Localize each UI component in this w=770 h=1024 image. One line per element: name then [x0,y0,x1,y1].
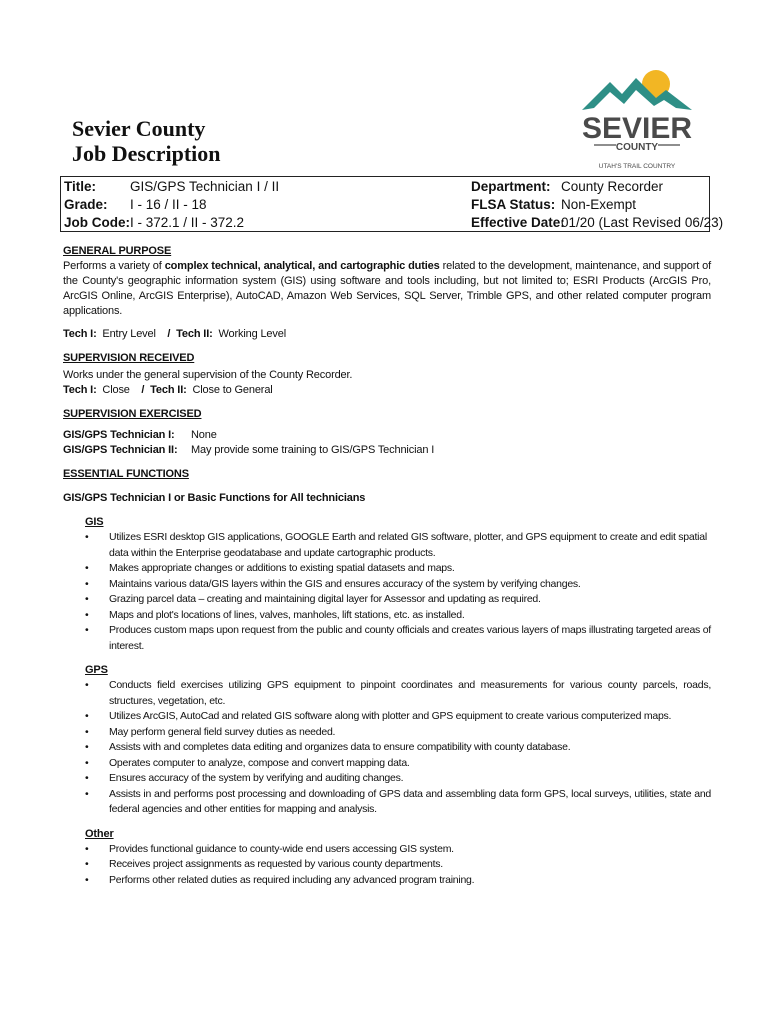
flsa-row [471,196,637,214]
jobcode-label: Job Code: [64,215,130,230]
sup-ex-row2-value: May provide some training to GIS/GPS Technician I [191,444,435,456]
bullet-icon: • [85,562,89,574]
list-item [85,608,711,624]
bullet-icon: • [85,772,89,784]
department-row [471,178,664,196]
bullet-icon: • [85,741,89,753]
list-item [85,577,711,593]
gp-text-start: Performs a variety of [63,260,165,272]
flsa-value: Non-Exempt [561,197,637,212]
list-item-text: Utilizes ESRI desktop GIS applications, GOOGLE Earth and related GIS software, plotter, and GPS equipment to create and edit spatial data within the Enterprise geodatabase and update cartographic products. [109,531,707,559]
title-line-2: Job Description [72,141,221,166]
list-item-text: Utilizes ArcGIS, AutoCad and related GIS software along with plotter and GPS equipment to create various computerized maps. [109,710,672,722]
gps-group [85,663,711,818]
grade-value: I - 16 / II - 18 [130,197,207,212]
sr-tech1-label: Tech I: [63,384,97,396]
list-item-text: Receives project assignments as requested by various county departments. [109,858,443,870]
gps-group-title: GPS [85,664,108,676]
bullet-icon: • [85,842,89,855]
list-item [85,873,711,889]
jobcode-value: I - 372.1 / II - 372.2 [130,215,245,230]
sr-separator: / [141,384,145,396]
list-item-text: Maps and plot's locations of lines, valves, manholes, lift stations, etc. as installed. [109,608,465,621]
tech1-value: Entry Level [102,328,156,340]
effective-date-value: 01/20 (Last Revised 06/23) [561,215,724,230]
tech-levels [63,327,711,342]
gis-group [85,515,711,654]
sr-tech1-value: Close [102,384,130,396]
flsa-label: FLSA Status: [471,197,556,212]
gps-list [85,678,711,818]
gp-text-end: related to the development, maintenance, and support of the County's geographic information system (GIS) using software and tools including, but not limited to; ESRI Products (ArcGIS Pro, ArcGIS Online, ArcGIS Enterprise), AutoCAD, Amazon Web Services, SQL Server, Trimble GPS, and other related computer program applications. [63,260,712,317]
list-item [85,530,711,561]
title-label: Title: [64,179,97,194]
list-item-text: Maintains various data/GIS layers within the GIS and ensures accuracy of the system by verifying changes. [109,577,581,590]
sup-ex-row2-label: GIS/GPS Technician II: [63,444,178,456]
other-group [85,827,711,889]
bullet-icon: • [85,593,89,605]
bullet-icon: • [85,787,89,800]
essential-functions-subheading: GIS/GPS Technician I or Basic Functions for All technicians [63,492,366,504]
list-item-text: Assists in and performs post processing and downloading of GPS data and assembling data form GPS, local surveys, utilities, state and federal agencies and other entities for mapping and analysis. [109,787,711,815]
tech2-label: Tech II: [176,328,213,340]
sr-tech2-label: Tech II: [150,384,187,396]
logo-county: COUNTY [615,142,659,153]
document-title [72,116,221,166]
title-line-1: Sevier County [72,116,206,141]
list-item-text: Assists with and completes data editing and organizes data to ensure compatibility with county database. [109,741,571,753]
gis-list [85,530,711,654]
tech1-label: Tech I: [63,328,97,340]
list-item-text: Conducts field exercises utilizing GPS equipment to pinpoint coordinates and measurements for various county parcels, roads, structures, vegetation, etc. [109,679,711,707]
bullet-icon: • [85,725,89,738]
sr-tech2-value: Close to General [192,384,273,396]
supervision-received-text: Works under the general supervision of the County Recorder. [63,369,353,381]
logo-name: SEVIER [581,112,693,145]
bullet-icon: • [85,756,89,769]
list-item [85,678,711,709]
other-list [85,842,711,889]
supervision-exercised-table [63,428,711,458]
list-item [85,756,711,772]
bullet-icon: • [85,679,89,691]
logo-graphic [572,66,702,174]
list-item [85,725,711,741]
general-purpose-heading: GENERAL PURPOSE [63,245,172,257]
bullet-icon: • [85,577,89,590]
list-item [85,787,711,818]
effective-date-row [471,214,724,232]
list-item-text: Ensures accuracy of the system by verifying and auditing changes. [109,772,404,784]
essential-functions-heading: ESSENTIAL FUNCTIONS [63,468,189,480]
supervision-received-heading: SUPERVISION RECEIVED [63,352,195,364]
bullet-icon: • [85,608,89,621]
list-item [85,709,711,725]
sup-ex-row1-label: GIS/GPS Technician I: [63,429,175,441]
sevier-county-logo [572,66,702,174]
job-info-box [60,176,724,232]
sup-ex-row1-value: None [191,429,217,441]
bullet-icon: • [85,710,89,722]
department-value: County Recorder [561,179,664,194]
list-item-text: Produces custom maps upon request from the public and county officials and creates various layers of maps illustrating targeted areas of interest. [109,624,711,652]
gis-group-title: GIS [85,516,104,528]
supervision-exercised-heading: SUPERVISION EXERCISED [63,408,202,420]
department-label: Department: [471,179,551,194]
list-item [85,740,711,756]
list-item-text: Provides functional guidance to county-wide end users accessing GIS system. [109,842,454,855]
other-group-title: Other [85,827,114,840]
list-item [85,842,711,858]
list-item-text: May perform general field survey duties as needed. [109,725,336,738]
list-item [85,561,711,577]
logo-tagline: UTAH'S TRAIL COUNTRY [598,163,676,170]
list-item-text: Operates computer to analyze, compose and convert mapping data. [109,756,410,769]
bullet-icon: • [85,531,89,543]
grade-label: Grade: [64,197,108,212]
document-body [63,244,711,888]
bullet-icon: • [85,873,89,886]
list-item [85,857,711,873]
gp-text-bold: complex technical, analytical, and cartographic duties [164,260,440,272]
bullet-icon: • [85,624,89,636]
bullet-icon: • [85,858,89,870]
list-item-text: Grazing parcel data – creating and maintaining digital layer for Assessor and updating as required. [109,593,541,605]
list-item [85,592,711,608]
title-value: GIS/GPS Technician I / II [130,179,280,194]
list-item [85,771,711,787]
grade-row [64,196,207,214]
effective-date-label: Effective Date: [471,215,565,230]
title-row [64,178,280,196]
list-item-text: Makes appropriate changes or additions to existing spatial datasets and maps. [109,562,455,574]
supervision-received-levels [63,383,711,398]
tech2-value: Working Level [218,328,286,340]
general-purpose-text [63,259,711,319]
list-item [85,623,711,654]
jobcode-row [64,214,245,232]
list-item-text: Performs other related duties as required including any advanced program training. [109,873,475,886]
levels-separator: / [167,328,171,340]
